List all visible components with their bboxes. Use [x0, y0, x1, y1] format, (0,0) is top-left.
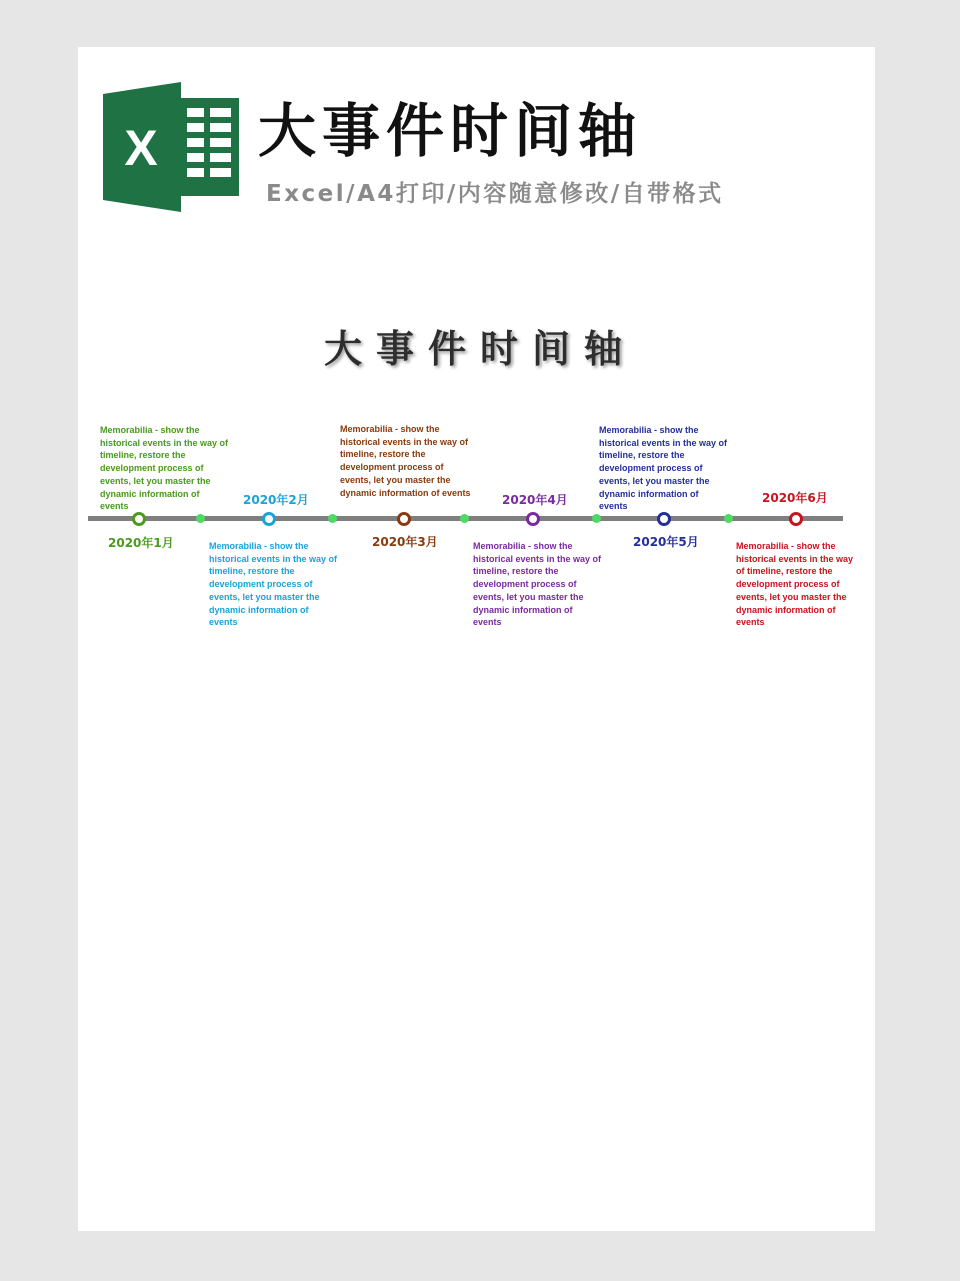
- milestone-marker-mar: [397, 512, 411, 526]
- header-subtitle: Excel/A4打印/内容随意修改/自带格式: [266, 181, 724, 207]
- timeline-connector-dot: [724, 514, 733, 523]
- event-description-jan: Memorabilia - show the historical events in the way of timeline, restore the development process of events, let you master the dynamic information of events: [100, 425, 229, 512]
- document-title: 大事件时间轴: [323, 326, 636, 371]
- excel-logo-icon: [103, 82, 241, 212]
- milestone-marker-feb: [262, 512, 276, 526]
- milestone-marker-jan: [132, 512, 146, 526]
- event-date-may: 2020年5月: [633, 535, 699, 549]
- milestone-marker-jun: [789, 512, 803, 526]
- event-description-feb: Memorabilia - show the historical events in the way of timeline, restore the development process of events, let you master the dynamic information of events: [209, 541, 338, 628]
- event-description-mar: Memorabilia - show the historical events in the way of timeline, restore the development process of events, let you master the dynamic information of events: [340, 424, 471, 498]
- timeline-connector-dot: [196, 514, 205, 523]
- timeline-connector-dot: [460, 514, 469, 523]
- timeline-connector-dot: [592, 514, 601, 523]
- event-date-jan: 2020年1月: [108, 536, 174, 550]
- event-description-jun: Memorabilia - show the historical events in the way of timeline, restore the development process of events, let you master the dynamic information of events: [736, 541, 854, 628]
- paper-page: [78, 47, 875, 1231]
- event-date-jun: 2020年6月: [762, 491, 828, 505]
- milestone-marker-may: [657, 512, 671, 526]
- milestone-marker-apr: [526, 512, 540, 526]
- event-date-mar: 2020年3月: [372, 535, 438, 549]
- event-description-may: Memorabilia - show the historical events in the way of timeline, restore the development process of events, let you master the dynamic information of events: [599, 425, 728, 512]
- timeline-connector-dot: [328, 514, 337, 523]
- event-date-feb: 2020年2月: [243, 493, 309, 507]
- event-description-apr: Memorabilia - show the historical events in the way of timeline, restore the development process of events, let you master the dynamic information of events: [473, 541, 602, 628]
- logo-letter: X: [124, 120, 158, 176]
- event-date-apr: 2020年4月: [502, 493, 568, 507]
- header-title: 大事件时间轴: [258, 97, 643, 165]
